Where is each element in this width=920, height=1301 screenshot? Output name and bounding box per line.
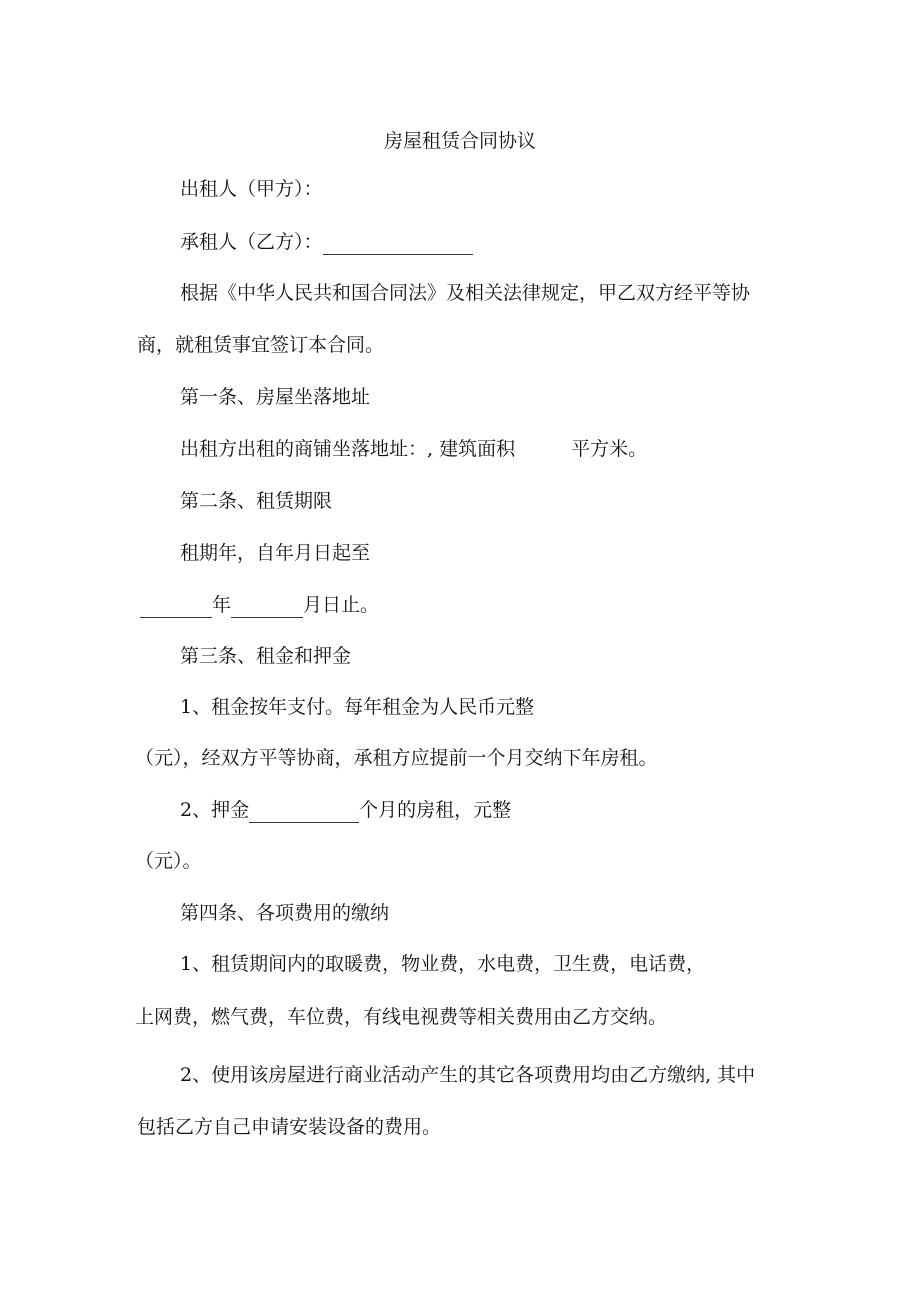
lessee-line — [180, 229, 473, 255]
fees-item-2-line-1: 2、使用该房屋进行商业活动产生的其它各项费用均由乙方缴纳, 其中 — [180, 1064, 756, 1086]
fees-item-1-line-1: 1、租赁期间内的取暖费，物业费，水电费，卫生费，电话费， — [180, 953, 706, 975]
preamble-line-2: 商，就租赁事宜签订本合同。 — [137, 334, 385, 356]
article-4-heading: 第四条、各项费用的缴纳 — [180, 902, 390, 924]
lessee-label: 承租人（乙方）： — [180, 231, 323, 253]
end-month-blank — [231, 597, 303, 618]
deposit-line-2: （元）。 — [135, 850, 202, 872]
article-3-heading: 第三条、租金和押金 — [180, 645, 352, 667]
month-day-end: 月日止。 — [303, 594, 380, 616]
fees-item-2-line-2: 包括乙方自己申请安装设备的费用。 — [137, 1116, 442, 1138]
deposit-line-1 — [180, 797, 511, 823]
article-2-heading: 第二条、租赁期限 — [180, 490, 333, 512]
deposit-blank — [249, 802, 359, 823]
document-title: 房屋租赁合同协议 — [383, 130, 536, 152]
year-unit: 年 — [212, 594, 232, 616]
area-unit-text: 平方米。 — [571, 438, 648, 460]
article-1-heading: 第一条、房屋坐落地址 — [180, 386, 371, 408]
address-text: 出租方出租的商铺坐落地址：, 建筑面积 — [180, 438, 516, 460]
lessee-blank — [323, 234, 473, 255]
lease-end-line — [140, 592, 379, 618]
deposit-prefix: 2、押金 — [180, 799, 250, 821]
rent-line-1: 1、租金按年支付。每年租金为人民币元整 — [180, 696, 535, 718]
lessor-label: 出租人（甲方）： — [180, 178, 323, 200]
rent-line-2: （元），经双方平等协商，承租方应提前一个月交纳下年房租。 — [135, 747, 658, 769]
preamble-line-1: 根据《中华人民共和国合同法》及相关法律规定，甲乙双方经平等协 — [180, 282, 751, 304]
lease-term-line: 租期年，自年月日起至 — [180, 542, 371, 564]
end-year-blank — [140, 597, 212, 618]
fees-item-1-line-2: 上网费，燃气费，车位费，有线电视费等相关费用由乙方交纳。 — [135, 1006, 668, 1028]
deposit-suffix: 个月的房租，元整 — [359, 799, 512, 821]
article-1-address-line — [180, 436, 647, 462]
